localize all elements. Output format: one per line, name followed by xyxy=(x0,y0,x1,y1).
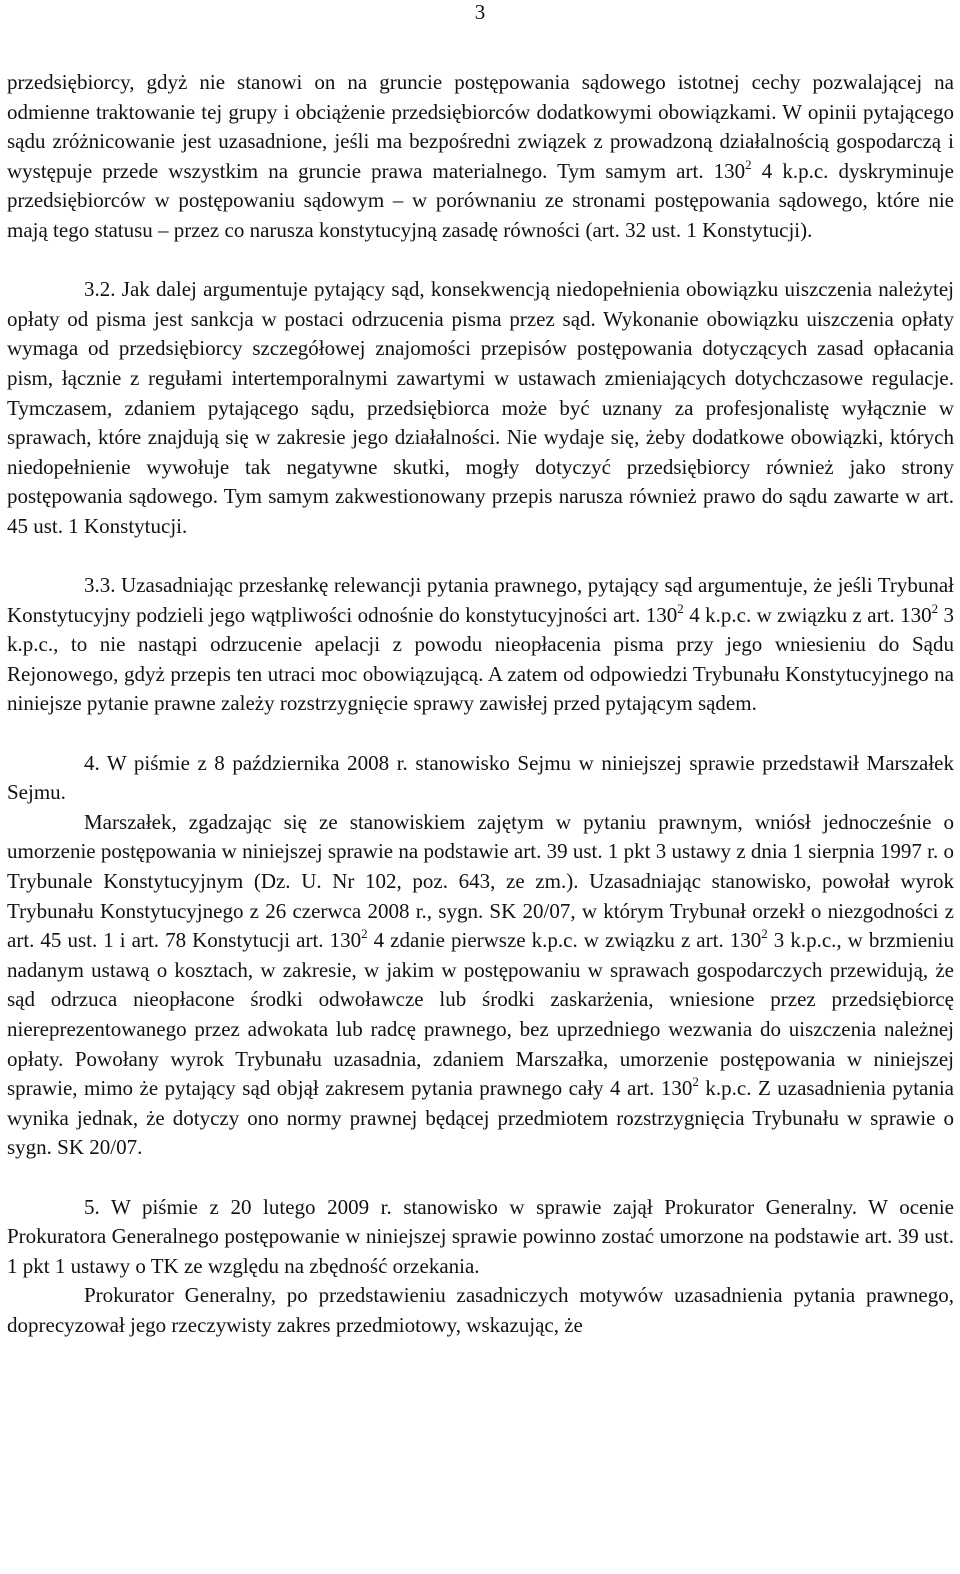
paragraph-4-marszalek-text-a: Marszałek, zgadzając się ze stanowiskiem zajętym w pytaniu prawnym, wniósł jednocześnie o umorzenie postępowania w niniejszej sprawie na podstawie art. 39 ust. 1 pkt 3 ustawy z dnia 1 sierpnia 1997 r. o Trybunale Konstytucyjnym (Dz. U. Nr 102, poz. 643, ze zm.). Uzasadniając stanowisko, powołał wyrok Trybunału Konstytucyjnego z 26 czerwca 2008 r., sygn. SK 20/07, w którym Trybunał orzekł o niezgodności z art. 45 ust. 1 i art. 78 Konstytucji art. 130 xyxy=(7,809,954,953)
paragraph-3-2: 3.2. Jak dalej argumentuje pytający sąd, konsekwencją niedopełnienia obowiązku uiszczenia należytej opłaty od pisma jest sankcja w postaci odrzucenia pisma przez sąd. Wykonanie obowiązku uiszczenia opłaty wymaga od przedsiębiorcy szczegółowej znajomości przepisów postępowania dotyczących zasad opłacania pism, łącznie z regułami intertemporalnymi zawartymi w ustawach zmieniających dotychczasowe regulacje. Tymczasem, zdaniem pytającego sądu, przedsiębiorca może być uznany za profesjonalistę wyłącznie w sprawach, które znajdują się w zakresie jego działalności. Nie wydaje się, żeby dodatkowe obowiązki, których niedopełnienie wywołuje tak negatywne skutki, mogły dotyczyć przedsiębiorcy również jako strony postępowania sądowego. Tym samym zakwestionowany przepis narusza również prawo do sądu zawarte w art. 45 ust. 1 Konstytucji. xyxy=(7,277,954,538)
paragraph-3-3-text-a: 3.3. Uzasadniając przesłankę relewancji pytania prawnego, pytający sąd argumentuje, że jeśli Trybunał Konstytucyjny podzieli jego wątpliwości odnośnie do konstytucyjności art. 130 xyxy=(7,573,954,627)
paragraph-4-marszalek-text-b: 4 zdanie pierwsze k.p.c. w związku z art. 130 xyxy=(367,928,762,953)
paragraph-3-3-text-c: 3 k.p.c., to nie nastąpi odrzucenie apelacji z powodu nieopłacenia pisma przy jego wniesieniu do Sądu Rejonowego, gdyż przepis ten utraci moc obowiązującą. A zatem od odpowiedzi Trybunału Konstytucyjnego na niniejsze pytanie prawne zależy rozstrzygnięcie sprawy zawisłej przed pytającym sądem. xyxy=(7,602,955,716)
paragraph-1 xyxy=(7,68,954,246)
paragraph-4-marszalek-text-c: 3 k.p.c., w brzmieniu nadanym ustawą o kosztach, w zakresie, w jakim w postępowaniu w sprawach gospodarczych przewidują, że sąd odrzuca nieopłacone środki odwoławcze lub środki zaskarżenia, wniesione przez przedsiębiorcę niereprezentowanego przez adwokata lub radcę prawnego, bez uprzedniego wezwania do uiszczenia należnej opłaty. Powołany wyrok Trybunału uzasadnia, zdaniem Marszałka, umorzenie postępowania w niniejszej sprawie, mimo że pytający sąd objął zakresem pytania prawnego cały 4 art. 130 xyxy=(7,928,955,1101)
paragraph-1-text-a: przedsiębiorcy, gdyż nie stanowi on na gruncie postępowania sądowego istotnej cechy pozwalającej na odmienne traktowanie tej grupy i obciążenie przedsiębiorców dodatkowymi obowiązkami. W opinii pytającego sądu zróżnicowanie jest uzasadnione, jeśli ma bezpośredni związek z prowadzoną działalnością gospodarczą i występuje przede wszystkim na gruncie prawa materialnego. Tym samym art. 130 xyxy=(7,70,954,183)
paragraph-1-text-b: 4 k.p.c. dyskryminuje przedsiębiorców w postępowaniu sądowym – w porównaniu ze stronami postępowania sądowego, które nie mają tego statusu – przez co narusza konstytucyjną zasadę równości (art. 32 ust. 1 Konstytucji). xyxy=(7,158,954,242)
superscript: 2 xyxy=(677,600,684,616)
paragraph-3-3-text-b: 4 k.p.c. w związku z art. 130 xyxy=(683,602,932,627)
superscript: 2 xyxy=(745,156,752,172)
document-body xyxy=(7,68,954,1341)
superscript: 2 xyxy=(761,926,768,942)
paragraph-3-3 xyxy=(7,571,954,719)
paragraph-4: 4. W piśmie z 8 października 2008 r. stanowisko Sejmu w niniejszej sprawie przedstawił Marszałek Sejmu. xyxy=(7,750,954,805)
superscript: 2 xyxy=(692,1074,699,1090)
paragraph-5-prokurator: Prokurator Generalny, po przedstawieniu zasadniczych motywów uzasadnienia pytania prawnego, doprecyzował jego rzeczywisty zakres przedmiotowy, wskazując, że xyxy=(7,1283,954,1337)
paragraph-4-marszalek-text-d: k.p.c. Z uzasadnienia pytania wynika jednak, że dotyczy ono normy prawnej będącej przedmiotem rozstrzygnięcia Trybunału w sprawie o sygn. SK 20/07. xyxy=(7,1076,954,1160)
paragraph-4-marszalek xyxy=(7,808,954,1163)
superscript: 2 xyxy=(361,926,368,942)
paragraph-5: 5. W piśmie z 20 lutego 2009 r. stanowisko w sprawie zajął Prokurator Generalny. W ocenie Prokuratora Generalnego postępowanie w niniejszej sprawie powinno zostać umorzone na podstawie art. 39 ust. 1 pkt 1 ustawy o TK ze względu na zbędność orzekania. xyxy=(7,1194,954,1278)
superscript: 2 xyxy=(931,600,939,616)
page-number: 3 xyxy=(474,0,486,24)
